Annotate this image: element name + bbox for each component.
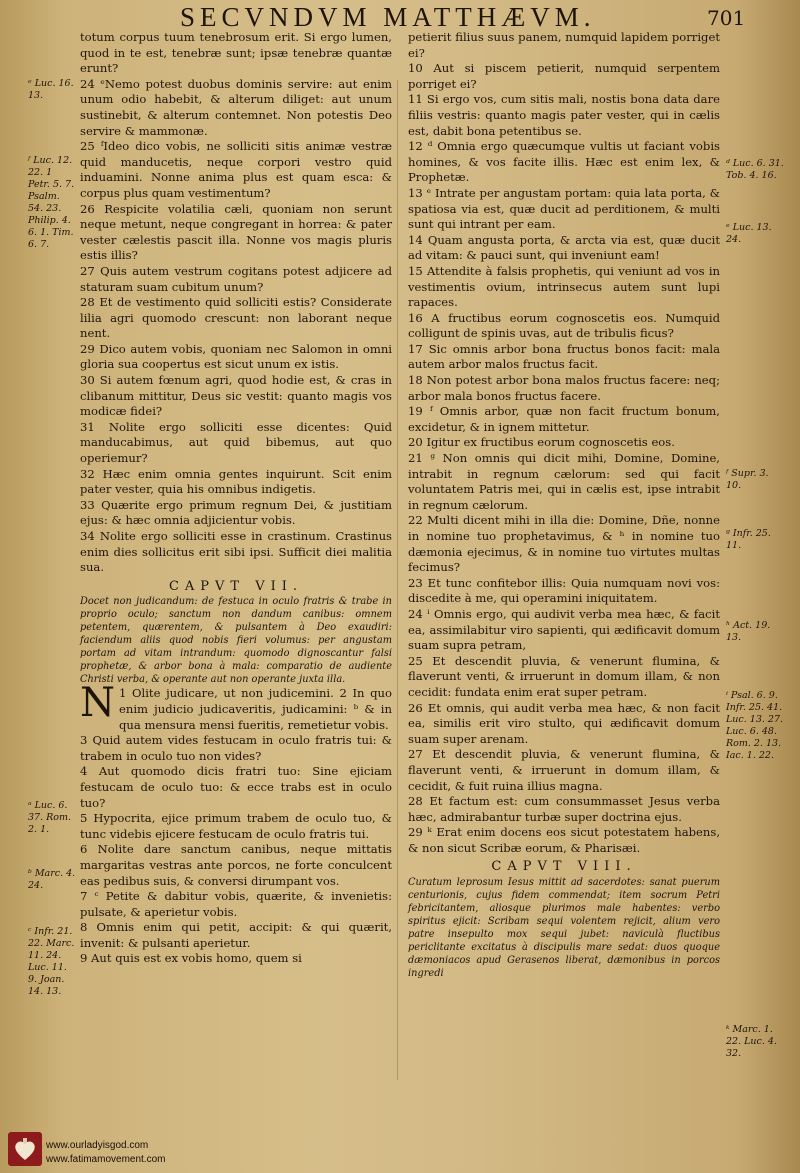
margin-ref: ᵇ Marc. 4. 24. [28, 868, 76, 891]
margin-ref: ⁱ Psal. 6. 9. Infr. 25. 41. Luc. 13. 27. Luc. 6. 48. Rom. 2. 13. Iac. 1. 22. [726, 690, 784, 761]
verse: 29 ᵏ Erat enim docens eos sicut potestatem habens, & non sicut Scribæ eorum, & Pharisæi. [408, 825, 720, 855]
verse: 31 Nolite ergo solliciti esse dicentes: Quid manducabimus, aut quid bibemus, aut quo operiemur? [80, 419, 392, 466]
chapter-heading: CAPVT VII. [168, 578, 304, 594]
verse: 15 Attendite à falsis prophetis, qui veniunt ad vos in vestimentis ovium, intrinsecus autem sunt lupi rapaces. [408, 263, 720, 310]
verse: 13 ᵉ Intrate per angustam portam: quia lata porta, & spatiosa via est, quæ ducit ad perditionem, & multi sunt qui intrant per eam. [408, 185, 720, 232]
verse: 27 Et descendit pluvia, & venerunt flumina, & flaverunt venti, & irruerunt in domum illam, & cecidit, & fuit ruina illius magna. [408, 747, 720, 793]
verse: 16 A fructibus eorum cognoscetis eos. Numquid colligunt de spinis uvas, aut de tribulis ficus? [408, 310, 720, 341]
verse: 7 ᶜ Petite & dabitur vobis, quærite, & invenietis: pulsate, & aperietur vobis. [80, 889, 392, 919]
margin-ref: ᵉ Luc. 13. 24. [726, 222, 772, 245]
verse: 21 ᵍ Non omnis qui dicit mihi, Domine, Domine, intrabit in regnum cælorum: sed qui facit voluntatem Patris mei, qui in cælis est, ipse intrabit in regnum cælorum. [408, 451, 720, 512]
verse: 24 ᵉNemo potest duobus dominis servire: aut enim unum odio habebit, & alterum diliget: aut unum sustinebit, & alterum contemnet. Non potestis Deo servire & mammonæ. [80, 76, 392, 138]
chapter-summary: Curatum leprosum Iesus mittit ad sacerdotes: sanat puerum centurionis, cujus fidem commendat; item socrum Petri febricitantem, aliosque plurimos male habentes: verbo spiritus ejicit: Scribam sequi volentem rejicit, alium vero patre insepulto mox sequi jubet: naviculà fluctibus periclitante excitatus à discipulis mare sedat: duos quoque dæmoniacos apud Gerasenos liberat, dæmonibus in porcos ingredi [408, 877, 720, 980]
margin-ref: ʰ Act. 19. 13. [726, 620, 771, 643]
verse: 6 Nolite dare sanctum canibus, neque mittatis margaritas vestras ante porcos, ne forte conculcent eas pedibus suis, & conversi dirumpant vos. [80, 842, 392, 888]
verse: 22 Multi dicent mihi in illa die: Domine, Dñe, nonne in nomine tuo prophetavimus, & ʰ in nomine tuo dæmonia ejecimus, & in nomine tuo virtutes multas fecimus? [408, 513, 720, 575]
footer [0, 1118, 800, 1173]
margin-ref: ᵍ Infr. 25. 11. [726, 528, 771, 551]
verse: 10 Aut si piscem petierit, numquid serpentem porriget ei? [408, 61, 720, 91]
verse: 32 Hæc enim omnia gentes inquirunt. Scit enim pater vester, quia his omnibus indigetis. [80, 466, 392, 497]
verse: 5 Hypocrita, ejice primum trabem de oculo tuo, & tunc videbis ejicere festucam de oculo fratris tui. [80, 811, 392, 841]
verse: 11 Si ergo vos, cum sitis mali, nostis bona data dare filiis vestris: quanto magis pater vester, qui in cælis est, dabit bona petentibus se. [408, 92, 720, 138]
verse-text: 2 In quo enim judicio judicaveritis, judicamini: ᵇ & in qua mensura mensi fueritis, remetietur vobis. [119, 686, 393, 732]
verse: 12 ᵈ Omnia ergo quæcumque vultis ut faciant vobis homines, & vos facite illis. Hæc est enim lex, & Prophetæ. [408, 139, 720, 185]
chapter-heading: CAPVT VIII. [491, 859, 637, 875]
verse: 23 Et tunc confitebor illis: Quia numquam novi vos: discedite à me, qui operamini iniquitatem. [408, 575, 720, 606]
verse: 34 Nolite ergo solliciti esse in crastinum. Crastinus enim dies sollicitus erit sibi ipsi. Sufficit diei malitia sua. [80, 529, 392, 575]
margin-ref: ᵃ Luc. 6. 37. Rom. 2. 1. [28, 800, 72, 835]
page-title: SECVNDVM MATTHÆVM. [180, 2, 596, 32]
margin-ref: ᶜ Infr. 21. 22. Marc. 11. 24. Luc. 11. 9. Joan. 14. 13. [28, 926, 75, 997]
margin-ref: ᶠ Luc. 12. 22. 1 Petr. 5. 7. Psalm. 54. 23. Philip. 4. 6. 1. Tim. 6. 7. [28, 155, 75, 250]
verse [80, 680, 393, 733]
verse: 33 Quærite ergo primum regnum Dei, & justitiam ejus: & hæc omnia adjicientur vobis. [80, 497, 392, 528]
verse: 30 Si autem fœnum agri, quod hodie est, & cras in clibanum mittitur, Deus sic vestit: quanto magis vos modicæ fidei? [80, 373, 392, 419]
sacred-heart-logo-icon [8, 1132, 42, 1166]
right-column [408, 30, 720, 980]
verse: 17 Sic omnis arbor bona fructus bonos facit: mala autem arbor malos fructus facit. [408, 341, 720, 372]
verse: 29 Dico autem vobis, quoniam nec Salomon in omni gloria sua coopertus est sicut unum ex istis. [80, 341, 392, 372]
column-divider [397, 80, 398, 1080]
running-header [0, 2, 800, 32]
verse: 26 Respicite volatilia cæli, quoniam non serunt neque metunt, neque congregant in horrea: & pater vester cælestis pascit illa. Nonne vos magis pluris estis illis? [80, 201, 392, 263]
margin-ref: ᵈ Luc. 6. 31. Tob. 4. 16. [726, 158, 784, 181]
verse: 24 ⁱ Omnis ergo, qui audivit verba mea hæc, & facit ea, assimilabitur viro sapienti, qui ædificavit domum suam supra petram, [408, 606, 720, 653]
verse: 26 Et omnis, qui audit verba mea hæc, & non facit ea, similis erit viro stulto, qui ædificavit domum suam super arenam. [408, 700, 720, 746]
verse: 19 ᶠ Omnis arbor, quæ non facit fructum bonum, excidetur, & in ignem mittetur. [408, 404, 720, 434]
drop-cap: N [80, 680, 115, 727]
verse: petierit filius suus panem, numquid lapidem porriget ei? [408, 30, 720, 60]
margin-ref: ᶠ Supr. 3. 10. [726, 468, 769, 491]
margin-ref: ᵏ Marc. 1. 22. Luc. 4. 32. [726, 1024, 777, 1059]
chapter-summary: Docet non judicandum: de festuca in oculo fratris & trabe in proprio oculo; sanctum non dandum canibus: omnem petentem, quærentem, & pulsantem à Deo exaudiri: faciendum aliis quod nobis fieri volumus: per angustam portam ad vitam intrandum: quomodo dignoscantur falsi prophetæ, & arbor bona à mala: comparatio de audiente Christi verba, & operante aut non operante juxta illa. [80, 596, 392, 686]
verse: 4 Aut quomodo dicis fratri tuo: Sine ejiciam festucam de oculo tuo: & ecce trabs est in oculo tuo? [80, 764, 392, 810]
left-column [80, 30, 392, 967]
verse: 9 Aut quis est ex vobis homo, quem si [80, 951, 302, 966]
verse: 18 Non potest arbor bona malos fructus facere: neq; arbor mala bonos fructus facere. [408, 373, 720, 403]
verse: 3 Quid autem vides festucam in oculo fratris tui: & trabem in oculo tuo non vides? [80, 733, 392, 763]
verse: 28 Et de vestimento quid solliciti estis? Considerate lilia agri quomodo crescunt: non laborant neque nent. [80, 295, 392, 341]
footer-link[interactable]: www.ourladyisgod.com [46, 1140, 149, 1151]
verse: 14 Quam angusta porta, & arcta via est, quæ ducit ad vitam: & pauci sunt, qui inveniunt eam! [408, 232, 720, 263]
verse: 8 Omnis enim qui petit, accipit: & qui quærit, invenit: & pulsanti aperietur. [80, 920, 392, 950]
verse: 25 Et descendit pluvia, & venerunt flumina, & flaverunt venti, & irruerunt in domum illam, & non cecidit: fundata enim erat super petram. [408, 653, 720, 699]
verse: 25 ᶠIdeo dico vobis, ne sollicitі sitis animæ vestræ quid manducetis, neque corpori vestro quid induamini. Nonne anima plus est quam esca: & corpus plus quam vestimentum? [80, 139, 392, 200]
verse: 28 Et factum est: cum consummasset Jesus verba hæc, admirabantur turbæ super doctrina ejus. [408, 794, 720, 824]
footer-link[interactable]: www.fatimamovement.com [46, 1154, 166, 1165]
verse: totum corpus tuum tenebrosum erit. Si ergo lumen, quod in te est, tenebræ sunt; ipsæ tenebræ quantæ erunt? [80, 30, 392, 76]
verse: 27 Quis autem vestrum cogitans potest adjicere ad staturam suam cubitum unum? [80, 263, 392, 294]
page-number: 701 [707, 6, 746, 30]
verse-text: 1 Olite judicare, ut non judicemini. [119, 686, 334, 701]
verse: 20 Igitur ex fructibus eorum cognoscetis eos. [408, 435, 675, 450]
margin-ref: ᵉ Luc. 16. 13. [28, 78, 74, 101]
